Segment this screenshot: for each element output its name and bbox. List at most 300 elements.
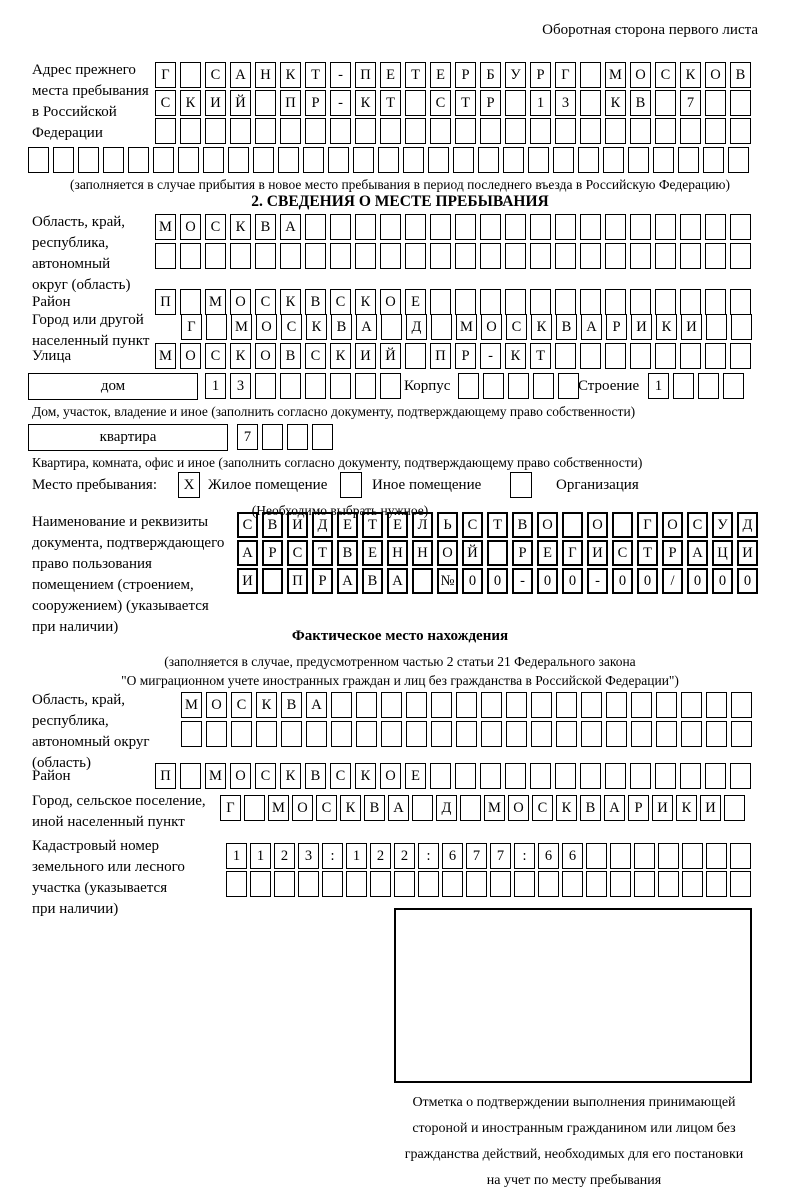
char-cell: В: [630, 90, 651, 116]
char-cell: Р: [512, 540, 533, 566]
char-cell: Т: [305, 62, 326, 88]
char-cell: [244, 795, 265, 821]
char-cell: С: [155, 90, 176, 116]
char-cell: [630, 118, 651, 144]
char-cell: [730, 343, 751, 369]
char-cell: [680, 763, 701, 789]
prev-address-row-4: [28, 147, 749, 173]
char-cell: [381, 721, 402, 747]
char-cell: [706, 721, 727, 747]
char-cell: [580, 243, 601, 269]
char-cell: [580, 289, 601, 315]
char-cell: 6: [538, 843, 559, 869]
text-line: право пользования: [32, 556, 152, 572]
char-cell: О: [380, 763, 401, 789]
char-cell: [634, 871, 655, 897]
actual-city-row: [220, 795, 745, 821]
char-cell: [155, 118, 176, 144]
char-cell: 1: [226, 843, 247, 869]
char-cell: [730, 118, 751, 144]
char-cell: У: [712, 512, 733, 538]
char-cell: [431, 721, 452, 747]
char-cell: №: [437, 568, 458, 594]
char-cell: [703, 147, 724, 173]
char-cell: [730, 243, 751, 269]
text-line: земельного или лесного: [32, 859, 185, 875]
char-cell: С: [281, 314, 302, 340]
char-cell: [278, 147, 299, 173]
char-cell: 0: [487, 568, 508, 594]
char-cell: [305, 373, 326, 399]
char-cell: [455, 289, 476, 315]
char-cell: [530, 214, 551, 240]
char-cell: П: [355, 62, 376, 88]
text-line: сооружением) (указывается: [32, 598, 209, 614]
char-cell: [705, 214, 726, 240]
char-cell: [680, 118, 701, 144]
text-line: документа, подтверждающего: [32, 535, 225, 551]
char-cell: [280, 118, 301, 144]
char-cell: [631, 692, 652, 718]
char-cell: [680, 343, 701, 369]
char-cell: [380, 373, 401, 399]
char-cell: [405, 243, 426, 269]
char-cell: [480, 289, 501, 315]
char-cell: [356, 721, 377, 747]
char-cell: [155, 243, 176, 269]
house-note: Дом, участок, владение и иное (заполнить согласно документу, подтверждающему право собственности): [32, 404, 636, 419]
char-cell: [378, 147, 399, 173]
char-cell: [653, 147, 674, 173]
text-line: Наименование и реквизиты: [32, 514, 209, 530]
char-cell: [631, 721, 652, 747]
char-cell: [658, 871, 679, 897]
char-cell: [298, 871, 319, 897]
char-cell: [531, 721, 552, 747]
char-cell: К: [676, 795, 697, 821]
char-cell: [405, 214, 426, 240]
char-cell: [634, 843, 655, 869]
char-cell: И: [205, 90, 226, 116]
char-cell: [480, 214, 501, 240]
text-line: республика,: [32, 713, 109, 729]
char-cell: [330, 118, 351, 144]
char-cell: В: [281, 692, 302, 718]
char-cell: 1: [205, 373, 226, 399]
char-cell: В: [580, 795, 601, 821]
korpus-row: [458, 373, 579, 399]
char-cell: 0: [462, 568, 483, 594]
char-cell: Е: [337, 512, 358, 538]
char-cell: К: [531, 314, 552, 340]
text-line: Город или другой: [32, 312, 144, 328]
char-cell: [128, 147, 149, 173]
prev-address-row-1: [155, 62, 751, 88]
char-cell: [353, 147, 374, 173]
char-cell: [250, 871, 271, 897]
char-cell: 1: [648, 373, 669, 399]
char-cell: [481, 692, 502, 718]
char-cell: [456, 692, 477, 718]
house-number-row: [205, 373, 401, 399]
char-cell: [555, 343, 576, 369]
char-cell: 6: [442, 843, 463, 869]
char-cell: 7: [490, 843, 511, 869]
char-cell: Й: [462, 540, 483, 566]
char-cell: Е: [362, 540, 383, 566]
text-line: Кадастровый номер: [32, 838, 159, 854]
char-cell: [28, 147, 49, 173]
char-cell: [731, 314, 752, 340]
char-cell: [555, 118, 576, 144]
char-cell: А: [280, 214, 301, 240]
stay-type-label: Место пребывания:: [32, 477, 157, 493]
char-cell: О: [508, 795, 529, 821]
char-cell: [262, 424, 283, 450]
char-cell: [682, 871, 703, 897]
char-cell: В: [262, 512, 283, 538]
char-cell: 0: [637, 568, 658, 594]
char-cell: 1: [530, 90, 551, 116]
stay-type-option-residential-label: Жилое помещение: [208, 477, 328, 493]
char-cell: И: [631, 314, 652, 340]
char-cell: С: [612, 540, 633, 566]
char-cell: [181, 721, 202, 747]
char-cell: [430, 243, 451, 269]
char-cell: [428, 147, 449, 173]
char-cell: 2: [394, 843, 415, 869]
char-cell: Л: [412, 512, 433, 538]
char-cell: С: [231, 692, 252, 718]
char-cell: -: [330, 90, 351, 116]
char-cell: [418, 871, 439, 897]
char-cell: О: [481, 314, 502, 340]
text-line: Адрес прежнего: [32, 62, 136, 78]
char-cell: [180, 118, 201, 144]
char-cell: Й: [380, 343, 401, 369]
char-cell: [380, 214, 401, 240]
char-cell: [381, 314, 402, 340]
char-cell: К: [230, 343, 251, 369]
char-cell: [380, 243, 401, 269]
char-cell: 0: [562, 568, 583, 594]
char-cell: [531, 692, 552, 718]
char-cell: К: [280, 289, 301, 315]
char-cell: 1: [250, 843, 271, 869]
char-cell: [394, 871, 415, 897]
char-cell: [206, 721, 227, 747]
char-cell: К: [280, 763, 301, 789]
char-cell: 7: [466, 843, 487, 869]
char-cell: Р: [455, 62, 476, 88]
char-cell: О: [230, 289, 251, 315]
char-cell: К: [330, 343, 351, 369]
text-line: помещением (строением,: [32, 577, 194, 593]
actual-district-label: Район: [32, 768, 71, 784]
char-cell: Н: [387, 540, 408, 566]
prev-address-note: (заполняется в случае прибытия в новое место пребывания в период последнего въезда в Российскую Федерацию): [69, 177, 731, 192]
char-cell: А: [388, 795, 409, 821]
char-cell: А: [237, 540, 258, 566]
char-cell: [370, 871, 391, 897]
char-cell: [731, 721, 752, 747]
char-cell: А: [230, 62, 251, 88]
char-cell: [431, 314, 452, 340]
char-cell: [705, 343, 726, 369]
char-cell: Р: [662, 540, 683, 566]
char-cell: Е: [387, 512, 408, 538]
char-cell: [430, 118, 451, 144]
char-cell: [405, 90, 426, 116]
text-line: участка (указывается: [32, 880, 168, 896]
char-cell: [730, 90, 751, 116]
char-cell: К: [306, 314, 327, 340]
char-cell: П: [287, 568, 308, 594]
char-cell: [562, 871, 583, 897]
stay-type-option-organization-label: Организация: [556, 477, 639, 493]
text-line: в Российской: [32, 104, 117, 120]
char-cell: [605, 214, 626, 240]
char-cell: О: [180, 214, 201, 240]
apartment-number-row: [237, 424, 333, 450]
char-cell: В: [556, 314, 577, 340]
char-cell: [355, 118, 376, 144]
char-cell: 7: [237, 424, 258, 450]
char-cell: [306, 721, 327, 747]
char-cell: [581, 692, 602, 718]
char-cell: М: [456, 314, 477, 340]
text-line: стороной и иностранным гражданином или лицом без: [412, 1121, 736, 1136]
char-cell: [580, 343, 601, 369]
char-cell: [230, 243, 251, 269]
char-cell: П: [155, 289, 176, 315]
street-label: Улица: [32, 348, 72, 364]
char-cell: В: [280, 343, 301, 369]
char-cell: [556, 692, 577, 718]
char-cell: [580, 763, 601, 789]
char-cell: [205, 243, 226, 269]
text-line: населенный пункт: [32, 333, 150, 349]
char-cell: Т: [455, 90, 476, 116]
char-cell: И: [681, 314, 702, 340]
char-cell: Р: [455, 343, 476, 369]
char-cell: К: [280, 62, 301, 88]
char-cell: [681, 692, 702, 718]
char-cell: [730, 763, 751, 789]
usage-document-label: [32, 512, 237, 638]
char-cell: Т: [637, 540, 658, 566]
char-cell: [412, 795, 433, 821]
char-cell: [274, 871, 295, 897]
char-cell: [655, 289, 676, 315]
char-cell: Г: [555, 62, 576, 88]
char-cell: [705, 90, 726, 116]
char-cell: [555, 289, 576, 315]
char-cell: [680, 289, 701, 315]
char-cell: 0: [737, 568, 758, 594]
char-cell: Е: [537, 540, 558, 566]
char-cell: [456, 721, 477, 747]
char-cell: Р: [480, 90, 501, 116]
char-cell: [555, 763, 576, 789]
char-cell: Г: [637, 512, 658, 538]
char-cell: И: [287, 512, 308, 538]
char-cell: 2: [274, 843, 295, 869]
char-cell: 2: [370, 843, 391, 869]
char-cell: [381, 692, 402, 718]
char-cell: [231, 721, 252, 747]
char-cell: [480, 763, 501, 789]
char-cell: [305, 214, 326, 240]
char-cell: О: [180, 343, 201, 369]
char-cell: [505, 214, 526, 240]
char-cell: [403, 147, 424, 173]
char-cell: [228, 147, 249, 173]
char-cell: В: [331, 314, 352, 340]
char-cell: Д: [406, 314, 427, 340]
char-cell: [355, 243, 376, 269]
char-cell: [478, 147, 499, 173]
char-cell: К: [340, 795, 361, 821]
char-cell: С: [687, 512, 708, 538]
char-cell: [255, 118, 276, 144]
char-cell: И: [237, 568, 258, 594]
char-cell: [442, 871, 463, 897]
char-cell: [605, 763, 626, 789]
char-cell: В: [512, 512, 533, 538]
char-cell: [458, 373, 479, 399]
char-cell: [481, 721, 502, 747]
region-row-1: [155, 214, 751, 240]
text-line: округ (область): [32, 277, 131, 293]
char-cell: [630, 763, 651, 789]
actual-region-label: [32, 690, 182, 774]
text-line: автономный: [32, 256, 111, 272]
char-cell: [230, 118, 251, 144]
prev-address-label: [32, 60, 157, 144]
char-cell: [731, 692, 752, 718]
char-cell: [628, 147, 649, 173]
char-cell: К: [355, 763, 376, 789]
usage-document-row-1: [237, 512, 758, 538]
text-line: на учет по месту пребывания: [486, 1173, 662, 1188]
char-cell: О: [537, 512, 558, 538]
char-cell: [581, 721, 602, 747]
cadastre-row-2: [226, 871, 751, 897]
char-cell: [406, 721, 427, 747]
char-cell: [530, 243, 551, 269]
char-cell: [153, 147, 174, 173]
char-cell: [490, 871, 511, 897]
text-line: Область, край,: [32, 214, 126, 230]
char-cell: [556, 721, 577, 747]
actual-location-title: Фактическое место нахождения: [291, 628, 509, 644]
char-cell: [630, 214, 651, 240]
char-cell: А: [387, 568, 408, 594]
char-cell: [280, 373, 301, 399]
char-cell: [255, 373, 276, 399]
char-cell: С: [305, 343, 326, 369]
text-line: Область, край,: [32, 692, 126, 708]
text-line: (область): [32, 755, 91, 771]
char-cell: [603, 147, 624, 173]
char-cell: [255, 90, 276, 116]
char-cell: [487, 540, 508, 566]
char-cell: К: [505, 343, 526, 369]
char-cell: [538, 871, 559, 897]
char-cell: [630, 243, 651, 269]
char-cell: [580, 90, 601, 116]
char-cell: 0: [612, 568, 633, 594]
char-cell: [730, 214, 751, 240]
char-cell: 0: [537, 568, 558, 594]
text-line: республика,: [32, 235, 109, 251]
char-cell: О: [256, 314, 277, 340]
char-cell: [730, 843, 751, 869]
char-cell: М: [155, 214, 176, 240]
char-cell: П: [155, 763, 176, 789]
street-row: [155, 343, 751, 369]
char-cell: [205, 118, 226, 144]
char-cell: [305, 118, 326, 144]
char-cell: [655, 243, 676, 269]
korpus-label: Корпус: [404, 378, 451, 394]
char-cell: [698, 373, 719, 399]
char-cell: С: [506, 314, 527, 340]
text-line: Отметка о подтверждении выполнения принимающей: [412, 1095, 736, 1110]
char-cell: [706, 692, 727, 718]
char-cell: [330, 373, 351, 399]
char-cell: А: [306, 692, 327, 718]
char-cell: И: [700, 795, 721, 821]
char-cell: [555, 243, 576, 269]
region-label: [32, 212, 157, 296]
actual-region-row-1: [181, 692, 752, 718]
char-cell: [480, 243, 501, 269]
char-cell: [723, 373, 744, 399]
char-cell: О: [630, 62, 651, 88]
stay-type-checkbox-residential: X: [178, 472, 200, 498]
char-cell: Т: [405, 62, 426, 88]
char-cell: Е: [380, 62, 401, 88]
char-cell: [430, 214, 451, 240]
char-cell: /: [662, 568, 683, 594]
usage-document-row-3: [237, 568, 758, 594]
char-cell: [586, 843, 607, 869]
char-cell: Т: [380, 90, 401, 116]
char-cell: А: [604, 795, 625, 821]
char-cell: К: [656, 314, 677, 340]
char-cell: :: [514, 843, 535, 869]
char-cell: 3: [555, 90, 576, 116]
char-cell: [514, 871, 535, 897]
char-cell: [630, 289, 651, 315]
char-cell: К: [556, 795, 577, 821]
actual-location-note: [0, 652, 800, 690]
stroenie-label: Строение: [578, 378, 640, 394]
char-cell: [255, 243, 276, 269]
char-cell: [505, 90, 526, 116]
char-cell: [705, 118, 726, 144]
stay-type-hint: (Необходимо выбрать нужное): [251, 503, 429, 518]
char-cell: [253, 147, 274, 173]
text-line: гражданства действий, необходимых для его постановки: [404, 1147, 744, 1162]
char-cell: С: [287, 540, 308, 566]
char-cell: [656, 692, 677, 718]
char-cell: -: [330, 62, 351, 88]
char-cell: [528, 147, 549, 173]
char-cell: [355, 373, 376, 399]
